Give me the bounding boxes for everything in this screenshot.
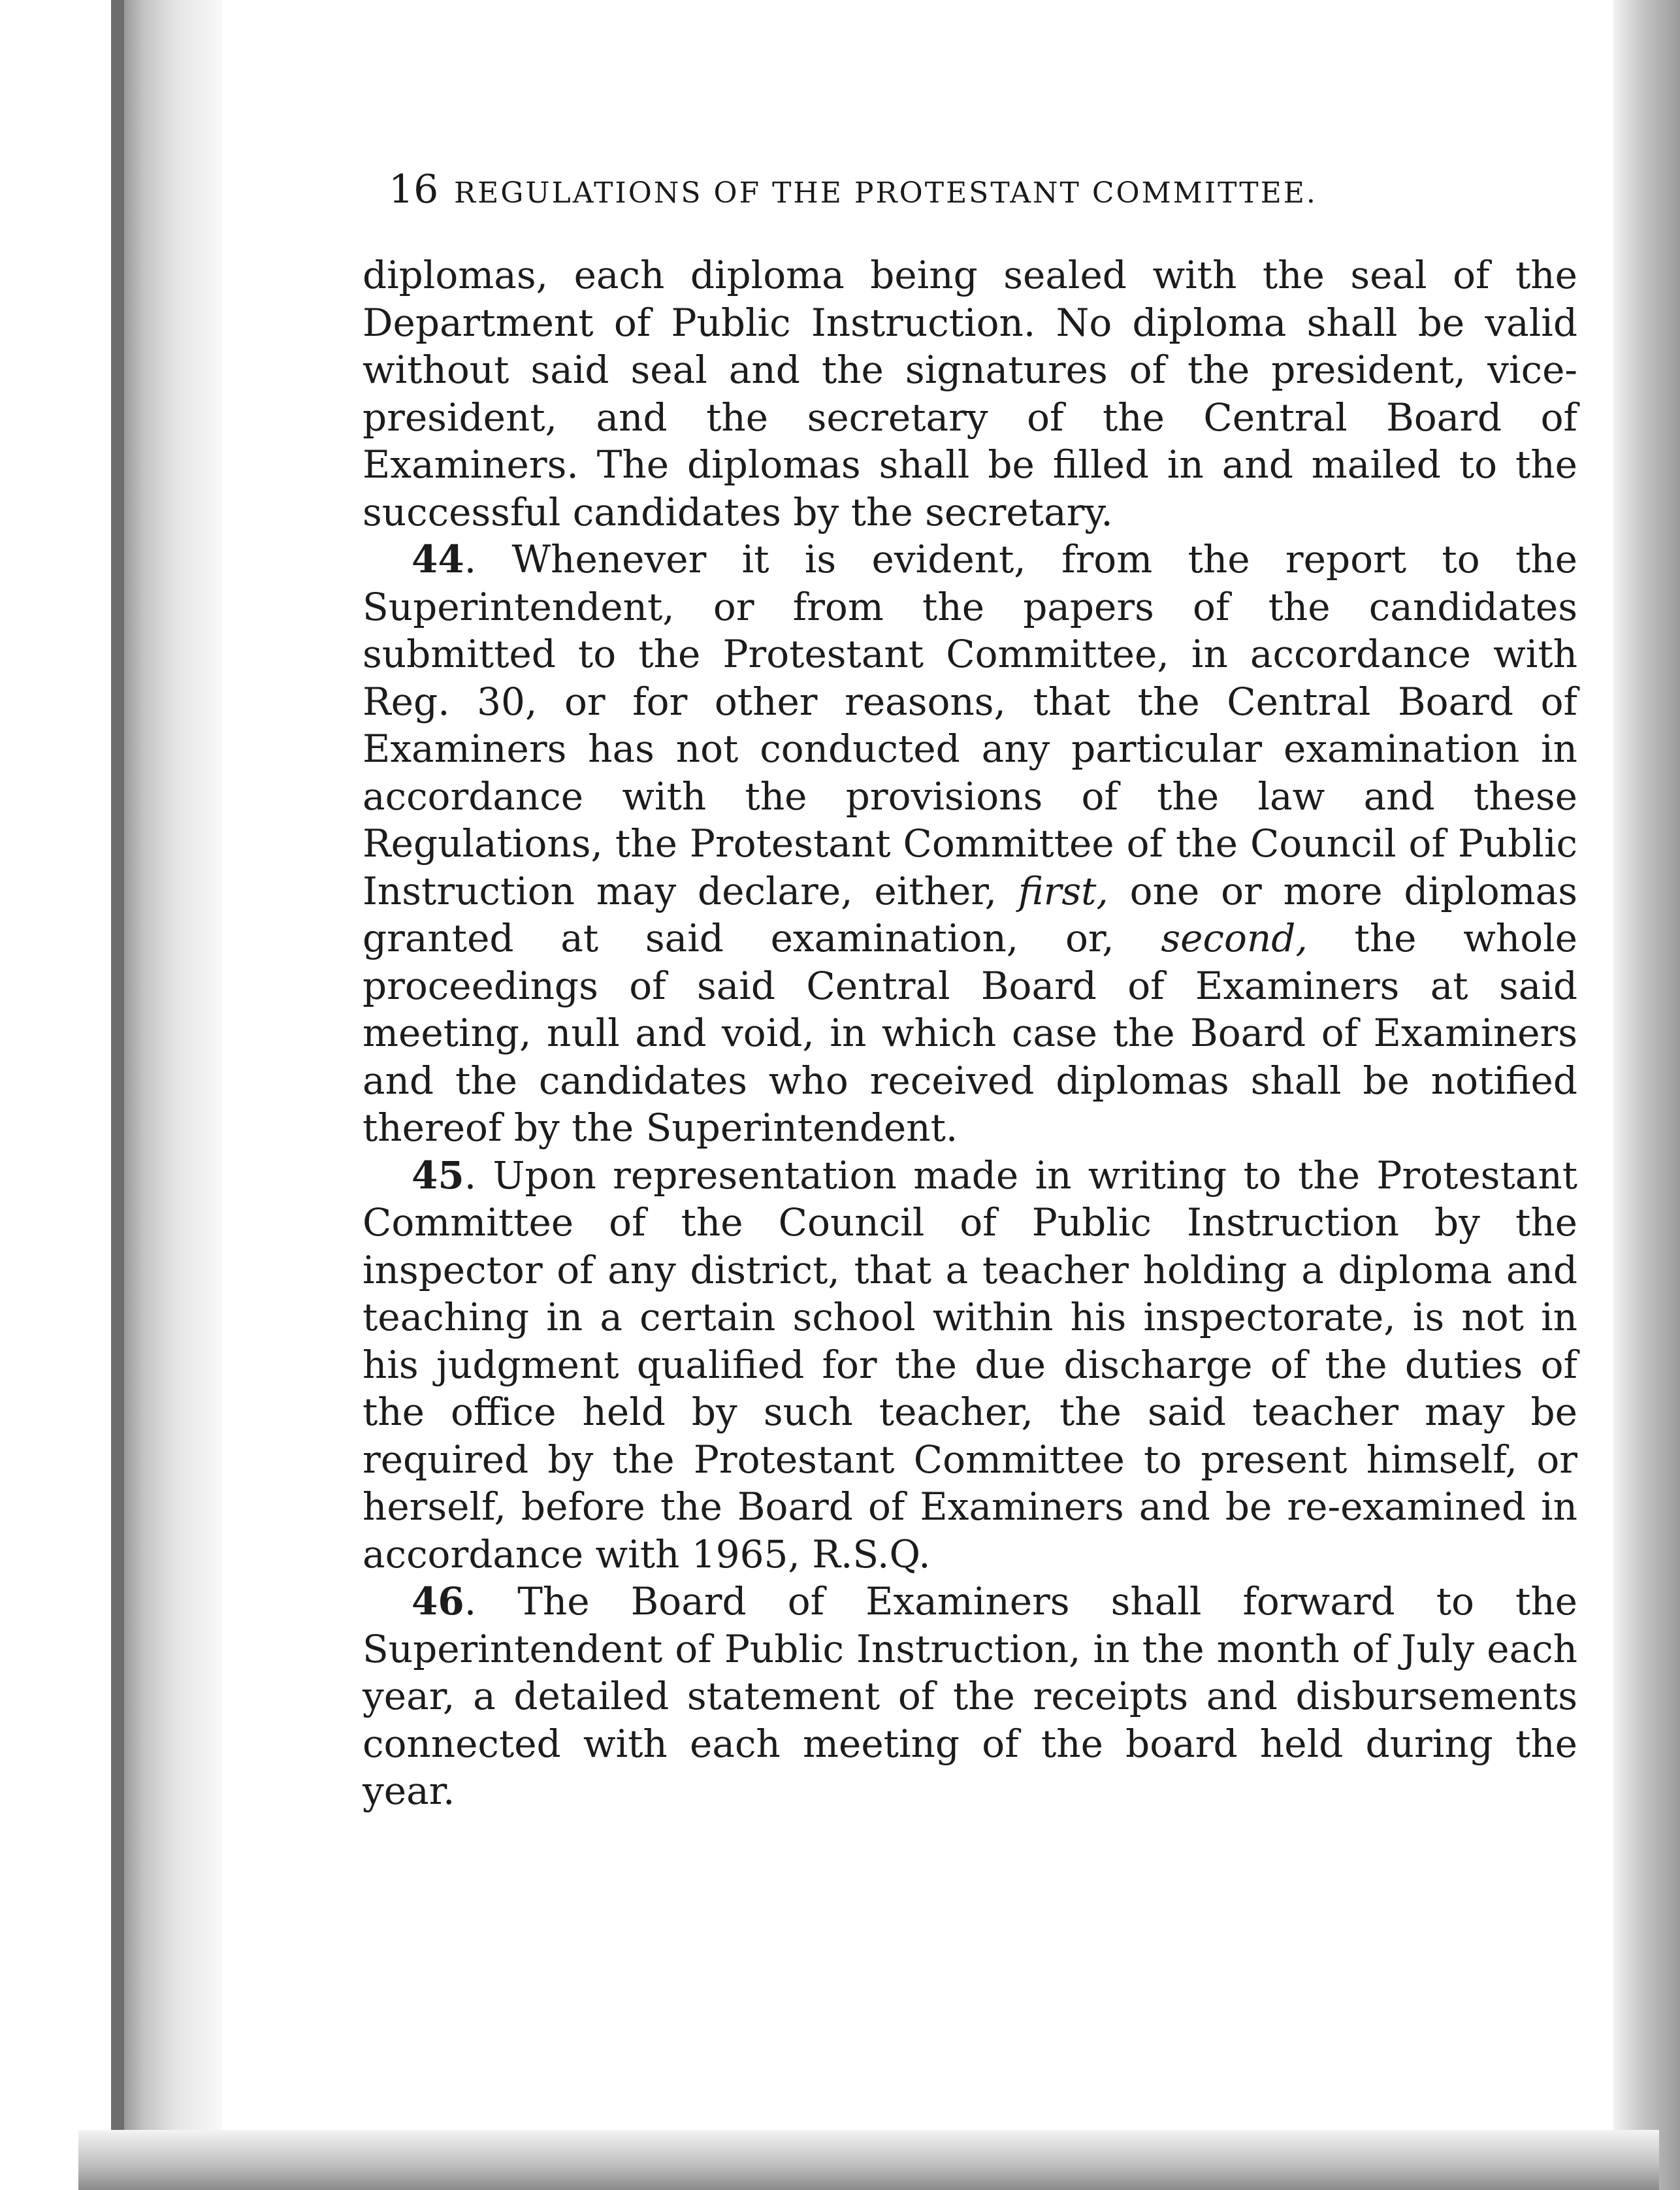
paragraph-text: . The Board of Examiners shall forward to the Superintendent of Public Instruction, in the month of July each year, a detailed statement of the receipts and disbursements connected with each meeting of the board held during the year.	[363, 1579, 1577, 1813]
paragraph-text: . Upon representation made in writing to the Protestant Committee of the Council of Public Instruction by the inspector of any district, that a teacher holding a diploma and teaching in a certain school within his inspectorate, is not in his judgment qualified for the due discharge of the duties of the office held by such teacher, the said teacher may be required by the Protestant Committee to present himself, or herself, before the Board of Examiners and be re-examined in accordance with 1965, R.S.Q.	[363, 1152, 1577, 1577]
page-number: 16	[389, 167, 439, 212]
paragraph-text: . Whenever it is evident, from the report to the Superintendent, or from the papers of the candidates submitted to the Protestant Committee, in accordance with Reg. 30, or for other reasons, that the Central Board of Examiners has not conducted any particular examination in accordance with the provisions of the law and these Regulations, the Protestant Committee of the Council of Public Instruction may declare, either,	[363, 537, 1577, 913]
paragraph-text: diplomas, each diploma being sealed with the seal of the Department of Public Instruction. No diploma shall be valid without said seal and the signatures of the president, vice-president, and the secretary of the Central Board of Examiners. The diplomas shall be filled in and mailed to the successful candidates by the secretary.	[363, 253, 1577, 534]
binding-shadow	[124, 0, 222, 2190]
regulation-number: 44	[412, 537, 464, 581]
paragraph-text: the whole proceedings of said Central Board of Examiners at said meeting, null and void, in which case the Board of Examiners and the candidates who received diplomas shall be notified thereof by the Superintendent.	[363, 916, 1577, 1150]
regulation-45	[363, 1152, 1577, 1578]
regulation-44	[363, 536, 1577, 1152]
page-bottom-edge	[78, 2130, 1659, 2190]
binding-edge	[111, 0, 124, 2190]
book-page	[222, 0, 1613, 2130]
body-text	[363, 252, 1577, 1815]
italic-term-second: second,	[1161, 916, 1308, 960]
paragraph-text: one or more diplomas granted at said examination, or,	[363, 868, 1578, 960]
regulation-number: 45	[412, 1152, 464, 1198]
regulation-46	[363, 1578, 1577, 1815]
page-right-edge	[1613, 0, 1680, 2190]
regulation-number: 46	[412, 1579, 464, 1624]
paragraph-continuation	[363, 252, 1577, 536]
running-head: REGULATIONS OF THE PROTESTANT COMMITTEE.	[454, 176, 1317, 210]
page-header	[389, 163, 1604, 216]
italic-term-first: first,	[1018, 868, 1108, 913]
